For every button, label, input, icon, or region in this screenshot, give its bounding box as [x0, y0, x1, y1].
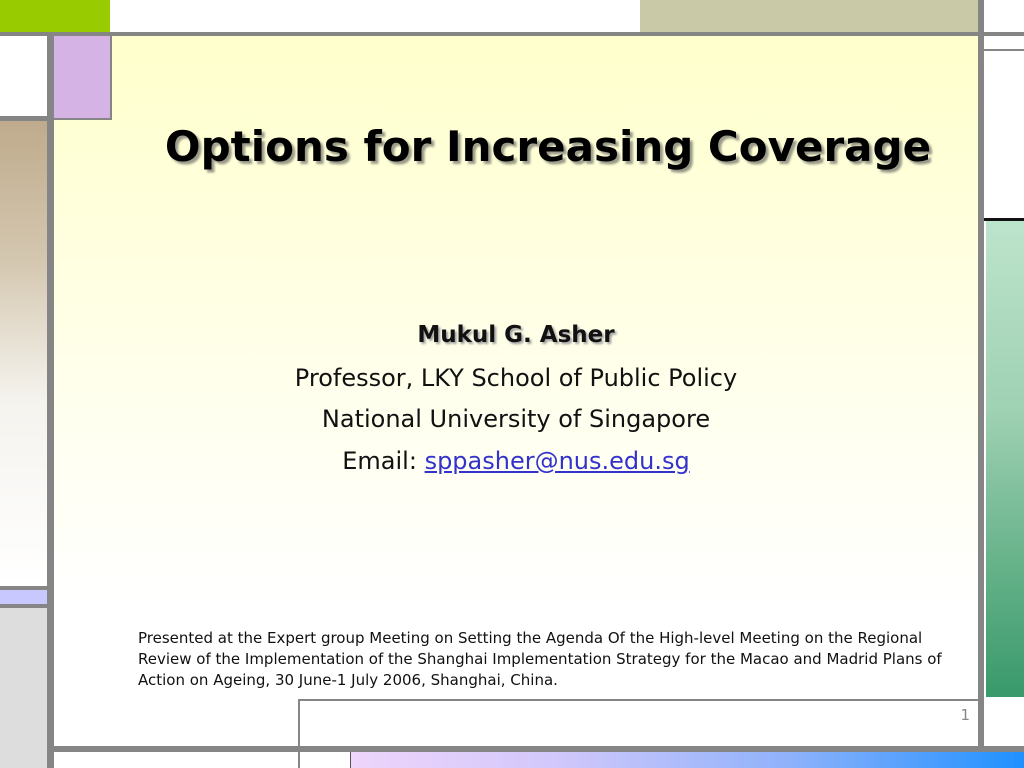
presentation-note: Presented at the Expert group Meeting on Setting the Agenda Of the High-level Meeting on the Regional Review of the Implementation of the Shanghai Implementation Strategy for the Macao and Madrid Plans of Action on Ageing, 30 June-1 July 2006, Shanghai, China. [138, 629, 942, 689]
lime-corner-block [0, 0, 110, 32]
author-institution: National University of Singapore [321, 405, 711, 433]
email-link[interactable]: sppasher@nus.edu.sg [424, 447, 690, 475]
left-frame-line [47, 32, 54, 768]
right-frame-line [978, 0, 984, 750]
tan-gradient-bar [0, 121, 47, 586]
green-gradient-bar [986, 221, 1024, 697]
lavender-block [54, 36, 112, 120]
author-name: Mukul G. Asher [417, 322, 615, 348]
slide-number: 1 [960, 706, 970, 724]
periwinkle-block [0, 590, 47, 604]
slide-title: Options for Increasing Coverage [164, 122, 932, 171]
footer-gradient-bar [350, 752, 1024, 768]
right-thin-line [984, 49, 1024, 51]
author-email-line [54, 447, 978, 475]
khaki-top-block [640, 0, 978, 32]
author-role: Professor, LKY School of Public Policy [294, 364, 738, 392]
light-gray-block [0, 608, 47, 768]
email-label: Email: [342, 447, 425, 475]
top-frame-line [0, 32, 1024, 36]
left-divider-1 [0, 116, 47, 121]
